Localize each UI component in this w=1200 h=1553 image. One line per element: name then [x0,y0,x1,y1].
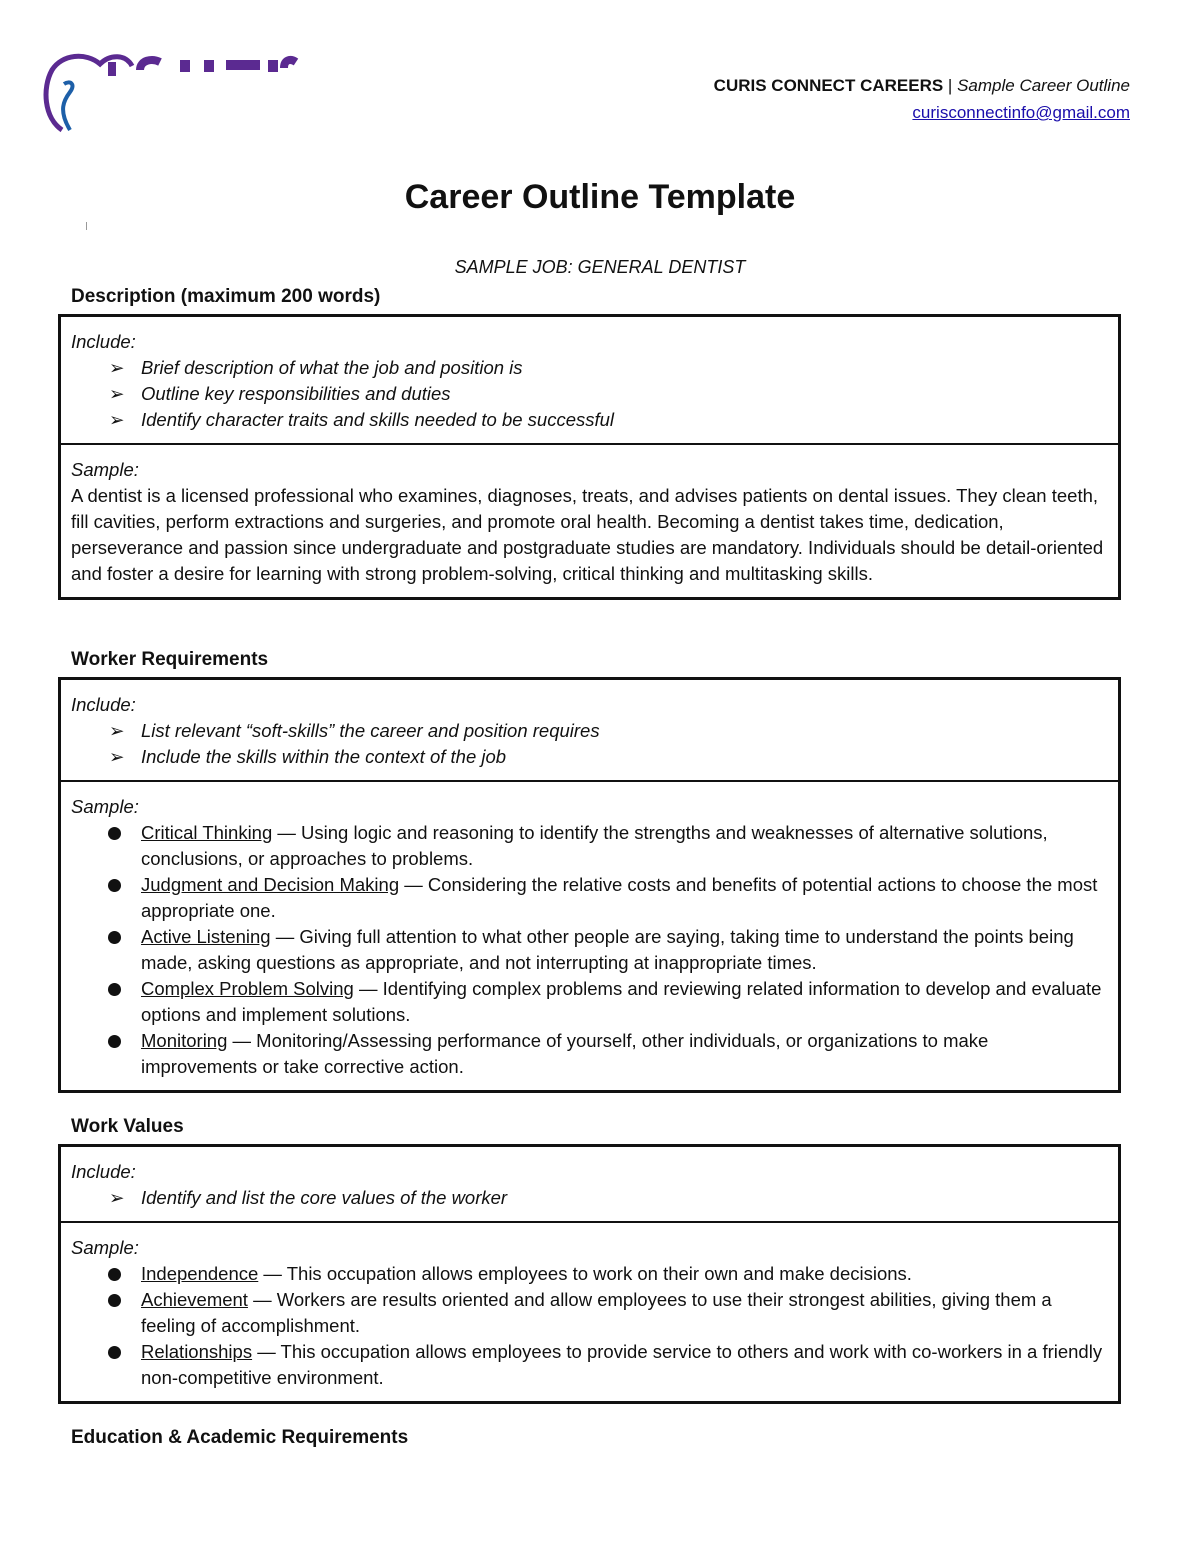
skill-term: Judgment and Decision Making [141,874,400,895]
worker-include-cell [61,680,1118,780]
header-brand-line [714,72,1130,99]
curis-logo [40,48,310,138]
bullet-dot-icon [108,1268,121,1281]
sample-item: Active Listening — Giving full attention to what other people are saying, taking time to understand the points being made, asking questions as appropriate, and not interrupting at inappropriate times. [141,924,1108,976]
worker-sample-cell [61,780,1118,1090]
sample-label: Sample: [71,1237,139,1258]
header-brand: CURIS CONNECT CAREERS [713,76,944,95]
include-label: Include: [71,694,136,715]
skill-term: Active Listening [141,926,271,947]
description-sample-cell [61,443,1118,597]
include-item: ➢ Include the skills within the context of the job [141,744,1108,770]
include-item: ➢ Identify and list the core values of the worker [141,1185,1108,1211]
bullet-dot-icon [108,1294,121,1307]
worker-requirements-box [58,677,1121,1093]
include-list [71,355,1108,433]
sample-item: Complex Problem Solving — Identifying complex problems and reviewing related information to develop and evaluate options and implement solutions. [141,976,1108,1028]
sample-label: Sample: [71,796,139,817]
description-heading: Description (maximum 200 words) [71,286,381,307]
include-list [71,1185,1108,1211]
arrow-bullet-icon: ➢ [109,409,125,430]
contact-email-link[interactable]: curisconnectinfo@gmail.com [912,103,1130,122]
skill-term: Critical Thinking [141,822,273,843]
bullet-dot-icon [108,827,121,840]
description-sample-text: A dentist is a licensed professional who examines, diagnoses, treats, and advises patients on dental issues. They clean teeth, fill cavities, perform extractions and surgeries, and promote oral health. Becoming a dentist takes time, dedication, perseverance and passion since undergraduate and postgraduate studies are mandatory. Individuals should be detail-oriented and foster a desire for learning with strong problem-solving, critical thinking and multitasking skills. [71,485,1104,584]
header-subtitle: Sample Career Outline [957,76,1130,95]
work-values-heading: Work Values [71,1116,184,1137]
bullet-dot-icon [108,1035,121,1048]
worker-requirements-heading: Worker Requirements [71,649,269,670]
sample-item: Independence — This occupation allows employees to work on their own and make decisions. [141,1261,1108,1287]
arrow-bullet-icon: ➢ [109,1187,125,1208]
header-separator: | [943,76,958,95]
sample-label: Sample: [71,459,139,480]
education-heading: Education & Academic Requirements [71,1427,409,1448]
include-item: ➢ Outline key responsibilities and duties [141,381,1108,407]
value-term: Independence [141,1263,259,1284]
arrow-bullet-icon: ➢ [109,383,125,404]
sample-list [71,820,1108,1080]
sample-item: Relationships — This occupation allows employees to provide service to others and work with co-workers in a friendly non-competitive environment. [141,1339,1108,1391]
arrow-bullet-icon: ➢ [109,357,125,378]
bullet-dot-icon [108,931,121,944]
sample-list [71,1261,1108,1391]
bullet-dot-icon [108,983,121,996]
arrow-bullet-icon: ➢ [109,720,125,741]
include-list [71,718,1108,770]
work-values-box [58,1144,1121,1404]
description-box [58,314,1121,600]
arrow-bullet-icon: ➢ [109,746,125,767]
skill-term: Monitoring [141,1030,228,1051]
include-item: ➢ Brief description of what the job and position is [141,355,1108,381]
include-item: ➢ List relevant “soft-skills” the career and position requires [141,718,1108,744]
sample-item: Critical Thinking — Using logic and reasoning to identify the strengths and weaknesses of alternative solutions, conclusions, or approaches to problems. [141,820,1108,872]
sample-item: Achievement — Workers are results oriented and allow employees to use their strongest abilities, giving them a feeling of accomplishment. [141,1287,1108,1339]
skill-term: Complex Problem Solving [141,978,354,999]
sample-item: Judgment and Decision Making — Considering the relative costs and benefits of potential actions to choose the most appropriate one. [141,872,1108,924]
sample-job-line: SAMPLE JOB: GENERAL DENTIST [454,257,746,277]
bullet-dot-icon [108,879,121,892]
bullet-dot-icon [108,1346,121,1359]
include-label: Include: [71,331,136,352]
include-item: ➢ Identify character traits and skills needed to be successful [141,407,1108,433]
value-term: Relationships [141,1341,253,1362]
stray-mark [86,222,87,230]
description-include-cell [61,317,1118,443]
page-header [714,72,1130,126]
page-title: Career Outline Template [404,178,796,216]
value-term: Achievement [141,1289,248,1310]
include-label: Include: [71,1161,136,1182]
values-sample-cell [61,1221,1118,1401]
values-include-cell [61,1147,1118,1221]
sample-item: Monitoring — Monitoring/Assessing performance of yourself, other individuals, or organizations to make improvements or take corrective action. [141,1028,1108,1080]
